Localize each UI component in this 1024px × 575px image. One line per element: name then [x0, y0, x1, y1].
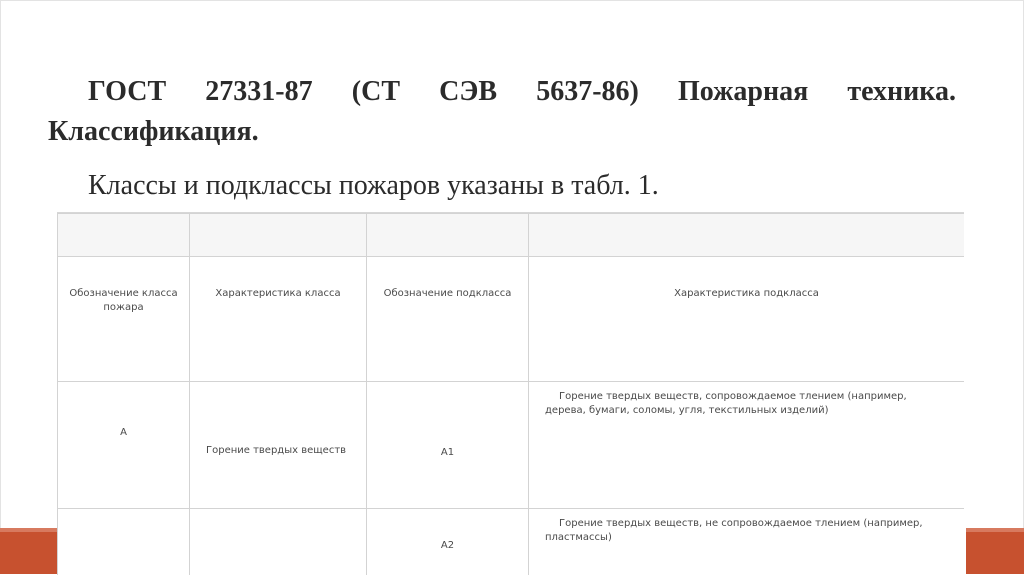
fire-classes-table-container: [57, 212, 964, 575]
header-class-description-label: Характеристика класса: [190, 257, 366, 301]
class-code: А: [58, 382, 189, 440]
header-subclass-code: [367, 257, 529, 382]
header-subclass-description: [529, 257, 965, 382]
subclass-code-cell: [367, 509, 529, 575]
subclass-code: А2: [367, 509, 528, 553]
table-row: [58, 509, 965, 575]
class-code-cell: [58, 382, 190, 509]
slide-frame-top: [0, 0, 1024, 1]
table-empty-cell: [529, 214, 965, 257]
subclass-description-cell: [529, 509, 965, 575]
class-description: Горение твердых веществ: [190, 382, 366, 458]
subclass-description-cell: [529, 382, 965, 509]
header-subclass-description-label: Характеристика подкласса: [529, 257, 964, 301]
table-empty-header-row: [58, 214, 965, 257]
header-class-description: [190, 257, 367, 382]
class-code-cell: [58, 509, 190, 575]
subclass-description: Горение твердых веществ, сопровождаемое тлением (например, дерева, бумаги, соломы, угля, текстильных изделий): [529, 382, 964, 418]
slide-title: [48, 72, 956, 152]
header-class-code: [58, 257, 190, 382]
header-class-code-label: Обозначение класса пожара: [58, 257, 189, 315]
table-header-row: [58, 257, 965, 382]
class-description-cell: [190, 382, 367, 509]
class-description-cell: [190, 509, 367, 575]
subclass-code-cell: [367, 382, 529, 509]
subclass-code: А1: [367, 382, 528, 460]
slide-subtitle: Классы и подклассы пожаров указаны в табл. 1.: [88, 166, 659, 206]
fire-classes-table: [57, 213, 964, 575]
table-empty-cell: [58, 214, 190, 257]
decorative-accent-left: [0, 532, 57, 574]
slide-title-text: ГОСТ 27331-87 (СТ СЭВ 5637-86) Пожарная техника. Классификация.: [48, 76, 956, 147]
slide-frame-left: [0, 0, 1, 574]
table-empty-cell: [190, 214, 367, 257]
table-empty-cell: [367, 214, 529, 257]
subclass-description: Горение твердых веществ, не сопровождаемое тлением (например, пластмассы): [529, 509, 964, 545]
table-row: [58, 382, 965, 509]
decorative-accent-right: [966, 532, 1024, 574]
header-subclass-code-label: Обозначение подкласса: [367, 257, 528, 301]
